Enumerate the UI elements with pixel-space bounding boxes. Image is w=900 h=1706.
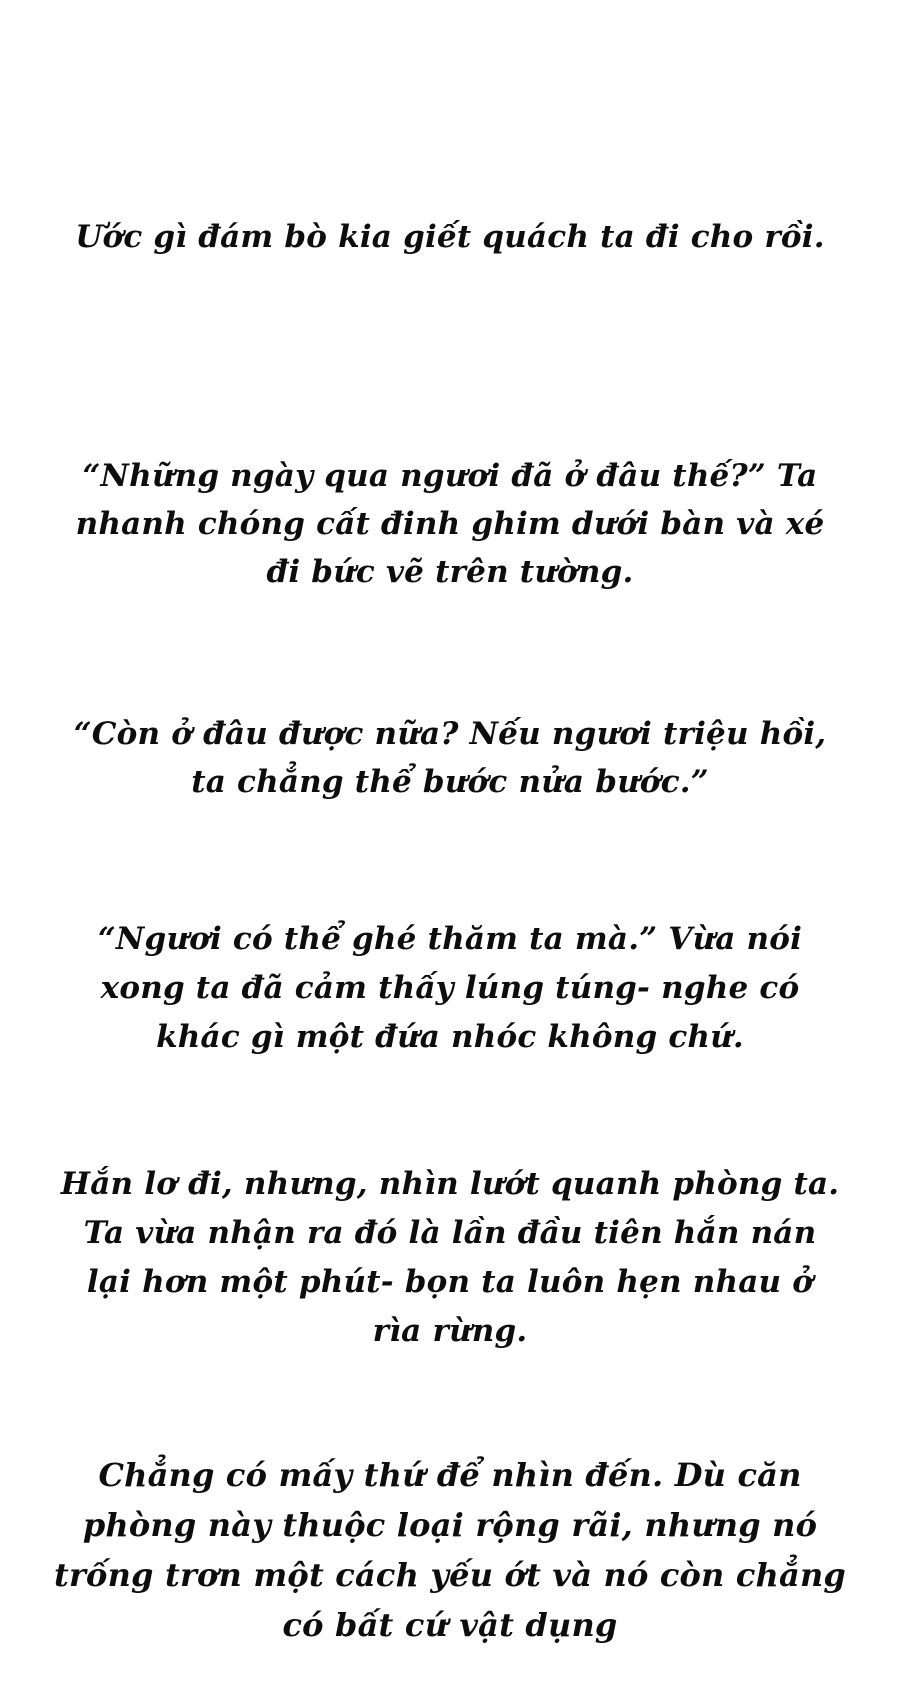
paragraph-3: “Còn ở đâu được nữa? Nếu ngươi triệu hồi, ta chẳng thể bước nửa bước.” bbox=[73, 716, 827, 800]
paragraph-4: “Ngươi có thể ghé thăm ta mà.” Vừa nói xong ta đã cảm thấy lúng túng- nghe có khác gì một đứa nhóc không chứ. bbox=[97, 921, 803, 1055]
paragraph-1: Ước gì đám bò kia giết quách ta đi cho rồi. bbox=[75, 219, 825, 255]
paragraph-2: “Những ngày qua ngươi đã ở đâu thế?” Ta nhanh chóng cất đinh ghim dưới bàn và xé đi bức vẽ trên tường. bbox=[75, 458, 825, 590]
paragraph-6: Chẳng có mấy thứ để nhìn đến. Dù căn phòng này thuộc loại rộng rãi, nhưng nó trống trơn một cách yếu ớt và nó còn chẳng có bất cứ vật dụng bbox=[54, 1456, 846, 1644]
paragraph-5: Hắn lơ đi, nhưng, nhìn lướt quanh phòng ta. Ta vừa nhận ra đó là lần đầu tiên hắn nán lại hơn một phút- bọn ta luôn hẹn nhau ở rìa rừng. bbox=[60, 1166, 840, 1349]
